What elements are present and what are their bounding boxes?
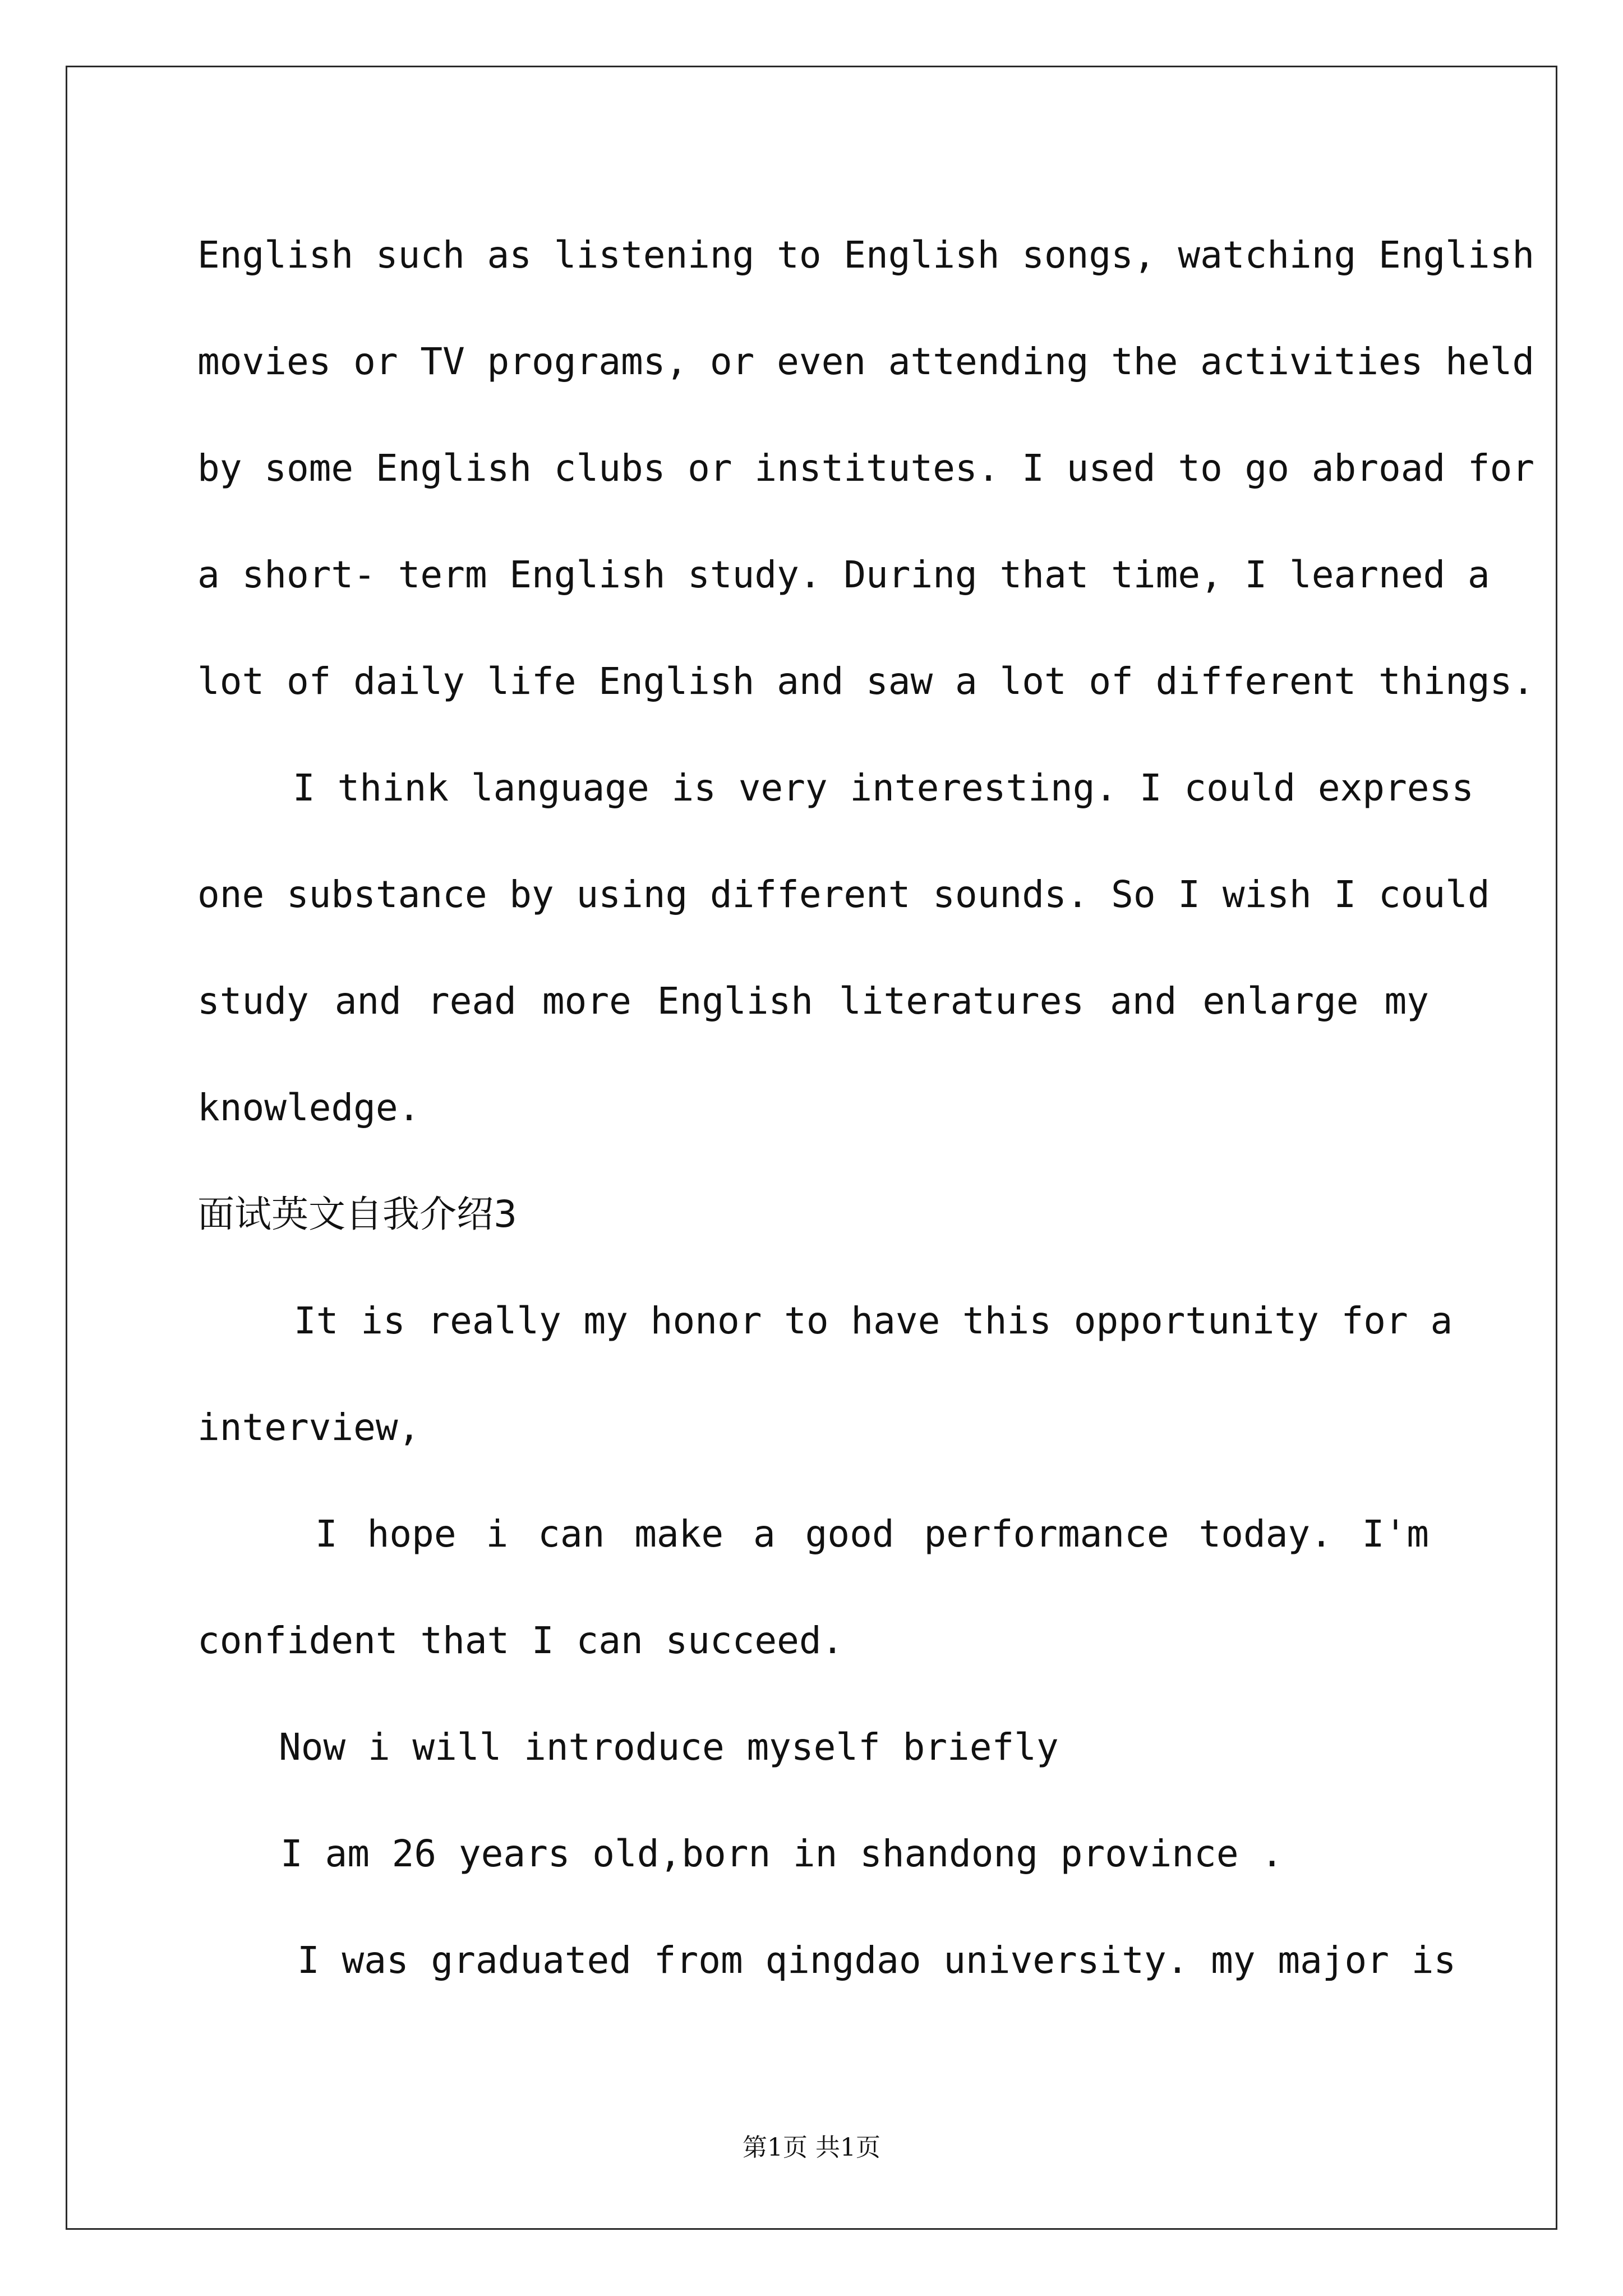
text-line: confident that I can succeed. bbox=[197, 1619, 844, 1662]
text-line: a short- term English study. During that time, I learned a bbox=[197, 553, 1490, 596]
text-line: Now i will introduce myself briefly bbox=[279, 1726, 1059, 1769]
section-heading: 面试英文自我介绍3 bbox=[197, 1193, 517, 1236]
text-line: English such as listening to English songs, watching English bbox=[197, 233, 1535, 277]
text-line: I think language is very interesting. I could express bbox=[293, 766, 1474, 809]
text-line: one substance by using different sounds. So I wish I could bbox=[197, 873, 1490, 916]
text-line: study and read more English literatures and enlarge my bbox=[197, 979, 1429, 1023]
page-footer: 第1页 共1页 bbox=[743, 2133, 880, 2162]
text-line: I am 26 years old,born in shandong province . bbox=[280, 1832, 1284, 1875]
text-line: I hope i can make a good performance today. I'm bbox=[315, 1512, 1429, 1556]
text-line: interview, bbox=[197, 1406, 421, 1449]
text-line: It is really my honor to have this opportunity for a bbox=[294, 1299, 1453, 1342]
text-line: knowledge. bbox=[197, 1086, 421, 1129]
text-line: lot of daily life English and saw a lot of different things. bbox=[197, 660, 1535, 703]
text-line: movies or TV programs, or even attending the activities held bbox=[197, 340, 1535, 383]
text-line: I was graduated from qingdao university. my major is bbox=[297, 1939, 1456, 1982]
text-line: by some English clubs or institutes. I used to go abroad for bbox=[197, 447, 1535, 490]
